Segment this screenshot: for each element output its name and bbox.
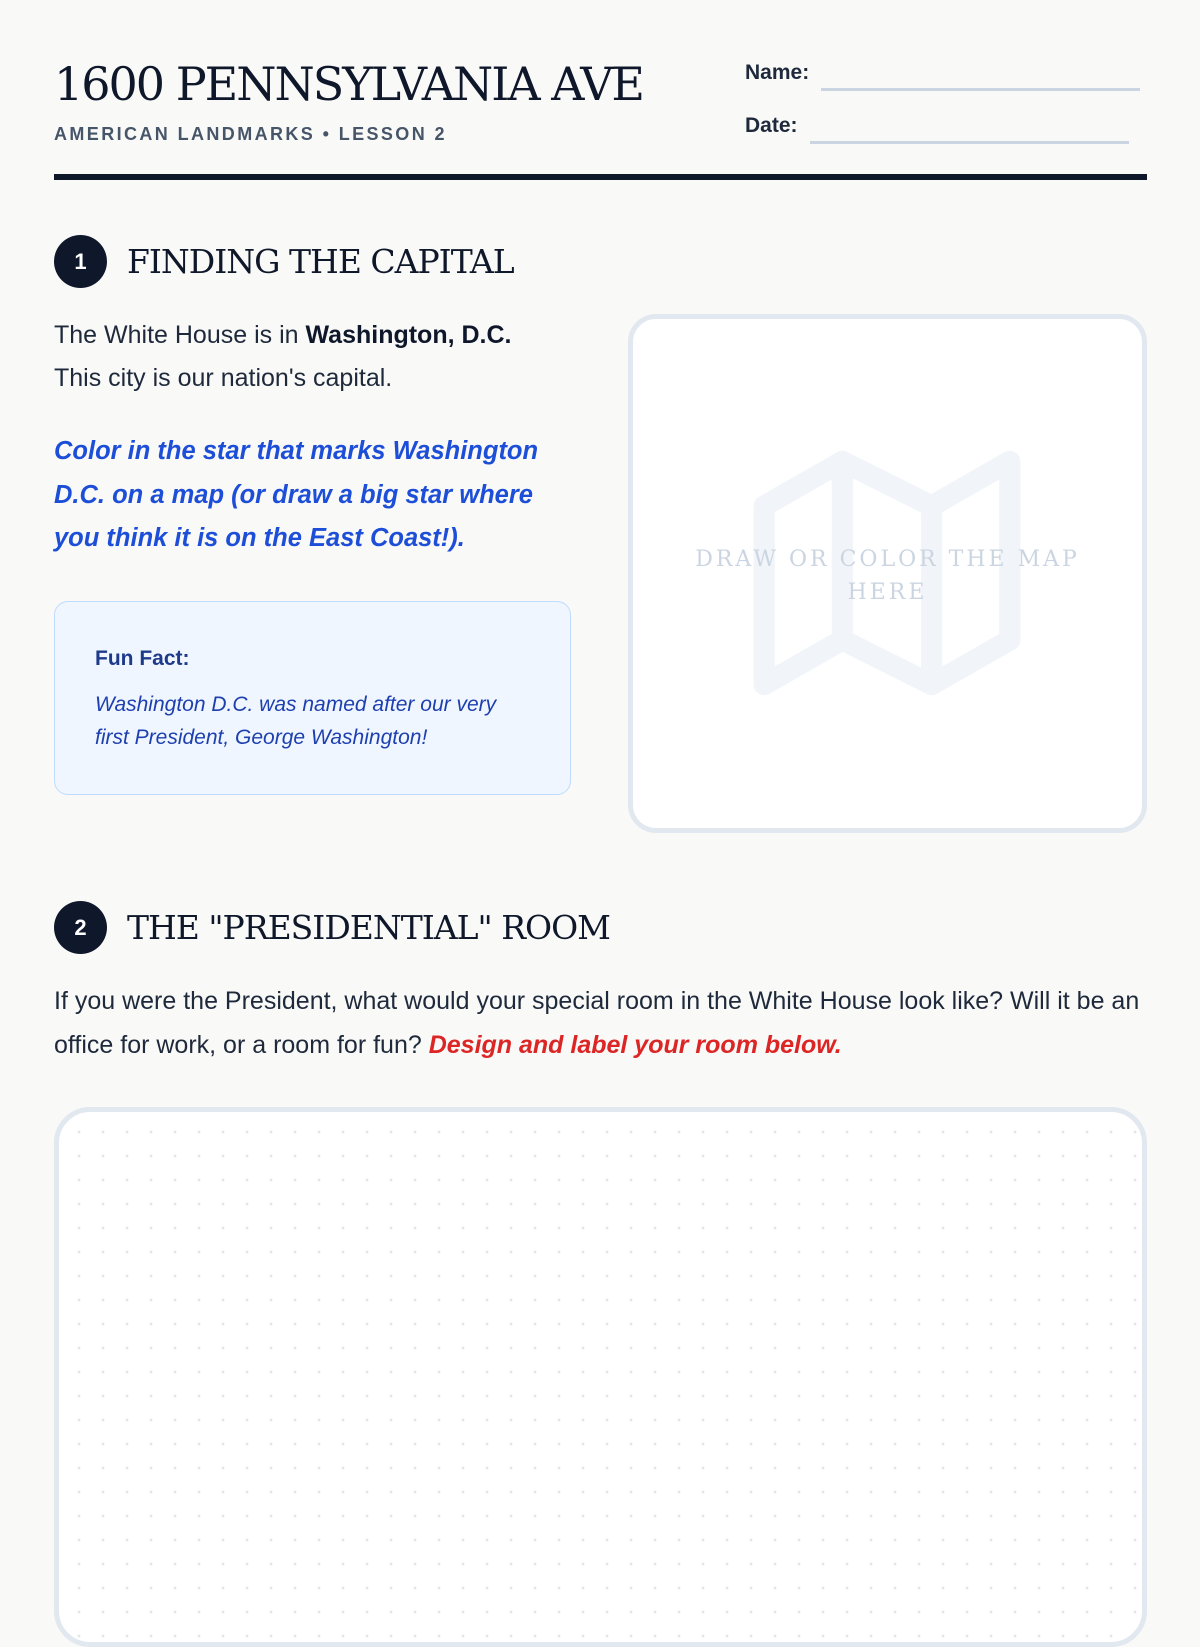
map-placeholder-label: DRAW OR COLOR THE MAP HERE [695,547,1080,605]
capital-intro-prefix: The White House is in [54,321,306,349]
header-divider [54,174,1147,180]
map-drawing-area[interactable] [628,314,1147,833]
date-label: Date: [745,114,798,137]
room-prompt-emphasis: Design and label your room below. [428,1031,842,1059]
section-2-title: THE "PRESIDENTIAL" ROOM [127,908,610,947]
worksheet-header [54,0,1147,180]
room-prompt [54,979,1147,1067]
date-line[interactable] [810,141,1129,144]
name-field[interactable] [745,58,1147,88]
capital-intro [54,314,574,400]
section-2-body [54,979,1147,1067]
section-1-number-badge: 1 [54,235,107,288]
worksheet-page [54,0,1147,1600]
capital-intro-line2: This city is our nation's capital. [54,364,393,392]
fun-fact-box [54,601,571,795]
fun-fact-title: Fun Fact: [95,647,190,670]
capital-city-name: Washington, D.C. [305,321,512,349]
worksheet-title: 1600 PENNSYLVANIA AVE [54,57,643,111]
section-2-number-badge: 2 [54,901,107,954]
date-field[interactable] [745,111,1147,141]
section-1-title: FINDING THE CAPITAL [127,242,514,281]
map-instruction: Color in the star that marks Washington D.C. on a map (or draw a big star where you think it is on the East Coast!). [54,437,539,552]
section-1-body [54,314,574,561]
name-label: Name: [745,61,810,84]
room-prompt-text: If you were the President, what would your special room in the White House look like? Will it be an office for work, or a room for fun? [54,987,1140,1059]
section-1-heading [54,235,514,288]
worksheet-subtitle: AMERICAN LANDMARKS • LESSON 2 [54,124,447,144]
section-2-heading [54,901,610,954]
room-design-area[interactable] [54,1107,1147,1647]
fun-fact-text: Washington D.C. was named after our very first President, George Washington! [95,693,497,749]
name-line[interactable] [821,88,1140,91]
